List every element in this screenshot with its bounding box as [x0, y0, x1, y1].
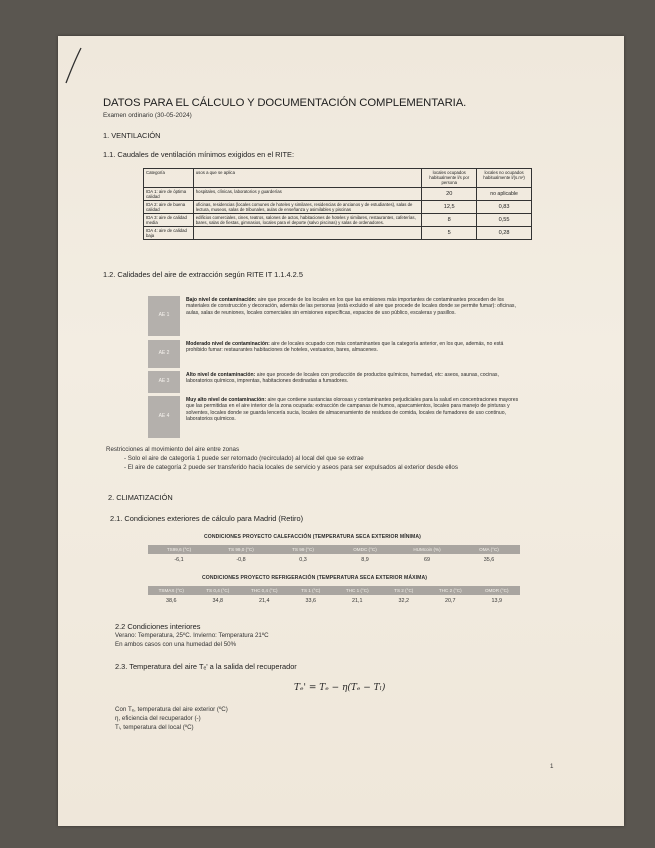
ae2-description: [186, 341, 522, 354]
restrictions-heading: Restricciones al movimiento del aire entre zonas: [106, 446, 240, 453]
ae4-title: Muy alto nivel de contaminación:: [186, 397, 267, 403]
section-interior-conditions: 2.2 Condiciones interiores: [115, 622, 201, 631]
heating-value-cell: 8,9: [361, 557, 369, 563]
cooling-value-cell: 34,8: [212, 598, 223, 604]
cooling-value-cell: 20,7: [445, 598, 456, 604]
heating-value-cell: 69: [424, 557, 430, 563]
heating-header-cell: TS 99 (°C): [292, 547, 314, 552]
heating-header-cell: HUMcoin (%): [413, 547, 441, 552]
section-exterior-conditions: 2.1. Condiciones exteriores de cálculo para Madrid (Retiro): [110, 514, 304, 523]
table-header-row: [144, 169, 532, 188]
cooling-header-cell: TS 0,4 (°C): [206, 588, 230, 593]
restriction-item: - Solo el aire de categoría 1 puede ser retornado (recirculado) al local del que se extrae: [124, 455, 364, 462]
cooling-value-cell: 38,6: [166, 598, 177, 604]
ae2-label: AE 2: [158, 350, 170, 356]
table-cell: IDA 2: aire de buena calidad: [144, 201, 194, 214]
ae3-description: [186, 372, 522, 385]
table-cell: 0,83: [477, 201, 532, 214]
table-cell: 0,55: [477, 214, 532, 227]
table-row: [144, 201, 532, 214]
table-cell: 12,5: [422, 201, 477, 214]
section-recuperator-temp: 2.3. Temperatura del aire Tₑ' a la salida del recuperador: [115, 662, 297, 671]
heating-value-cell: 35,6: [483, 557, 495, 563]
section-climatizacion: 2. CLIMATIZACIÓN: [108, 493, 173, 502]
interior-line: Verano: Temperatura, 25ºC. Invierno: Temperatura 21ºC: [115, 632, 269, 639]
ae2-text: aire de locales ocupado con más contaminantes que la categoría anterior, en los que, además, no está prohibido fumar: restaurantes habitaciones de hoteles, vestuarios, bares, almacenes.: [186, 341, 504, 354]
table-cell: IDA 1: aire de óptima calidad: [144, 188, 194, 201]
ae4-label: AE 4: [158, 413, 170, 419]
cooling-header-cell: THC 2 (°C): [438, 588, 462, 593]
interior-line: En ambos casos con una humedad del 50%: [115, 641, 237, 648]
document-title: DATOS PARA EL CÁLCULO Y DOCUMENTACIÓN COMPLEMENTARIA.: [103, 97, 467, 109]
table-cell: edificios comerciales, cines, teatros, salones de actos, habitaciones de hoteles y similares, restaurantes, cafeterías, bares, salas de fiestas, gimnasios, locales para el deporte (salvo piscinas) y salas de ordenadores.: [193, 214, 422, 227]
formula-legend-item: Tₗ, temperatura del local (ºC): [115, 724, 194, 731]
pen-stroke-mark: [64, 46, 84, 86]
cooling-header-cell: TSMAX (°C): [158, 588, 184, 593]
cooling-value-cell: 21,1: [352, 598, 363, 604]
table-cell: 8: [422, 214, 477, 227]
cooling-header-cell: THC 0,4 (°C): [250, 588, 278, 593]
recuperator-formula: Tₑ' = Tₑ − η(Tₑ − Tₗ): [294, 683, 386, 693]
cooling-table-title: CONDICIONES PROYECTO REFRIGERACIÓN (TEMPERATURA SECA EXTERIOR MÁXIMA): [202, 575, 428, 581]
cooling-value-cell: 13,9: [491, 598, 502, 604]
table-cell: 5: [422, 227, 477, 240]
heating-header-cell: OMDC (°C): [353, 547, 377, 552]
section-extract-air-quality: 1.2. Calidades del aire de extracción según RITE IT 1.1.4.2.5: [103, 270, 303, 279]
document-subtitle: Examen ordinario (30-05-2024): [103, 112, 192, 119]
table-cell: oficinas, residencias (locales comunes de hoteles y similares, residencias de ancianos y de estudiantes), salas de lectura, museos, salas de tribunales, aulas de enseñanza y asimilables y piscinas: [193, 201, 422, 214]
table-header: locales no ocupados habitualmente l/(s.m²): [477, 169, 532, 188]
heating-value-cell: 0,3: [299, 557, 307, 563]
heating-value-cell: -0,8: [236, 557, 246, 563]
cooling-header-cell: TS 2 (°C): [394, 588, 414, 593]
table-cell: hospitales, clínicas, laboratorios y guarderías: [193, 188, 422, 201]
ventilation-table: [143, 168, 532, 240]
table-cell: 0,28: [477, 227, 532, 240]
heating-header-cell: OMA (°C): [479, 547, 499, 552]
table-cell: no aplicable: [477, 188, 532, 201]
table-cell: IDA 4: aire de calidad baja: [144, 227, 194, 240]
table-cell: 20: [422, 188, 477, 201]
ae1-description: [186, 297, 522, 316]
ae1-text: aire que procede de los locales en los que las emisiones más importantes de contaminantes proceden de los materiales de construcción y decoración, además de las personas (está excluido el aire que procede de locales donde se permite fumar): oficinas, aulas, salas de reuniones, locales comerciales sin emisiones específicas, espacios de uso público, escaleras y pasillos.: [186, 297, 516, 316]
page-number: 1: [550, 763, 554, 770]
cooling-header-cell: THC 1 (°C): [345, 588, 369, 593]
ae3-label: AE 3: [158, 378, 170, 384]
table-row: [144, 227, 532, 240]
section-ventilation: 1. VENTILACIÓN: [103, 131, 161, 140]
table-header: locales ocupados habitualmente l/s por persona: [422, 169, 477, 188]
table-cell: [193, 227, 422, 240]
formula-legend-item: Con Tₑ, temperatura del aire exterior (ºC): [115, 706, 228, 713]
ae1-label: AE 1: [158, 312, 170, 318]
cooling-value-cell: 21,4: [259, 598, 270, 604]
cooling-header-cell: OMDR (°C): [484, 588, 509, 593]
heating-table-title: CONDICIONES PROYECTO CALEFACCIÓN (TEMPERATURA SECA EXTERIOR MÍNIMA): [204, 534, 421, 540]
formula-legend-item: η, eficiencia del recuperador (-): [115, 715, 201, 722]
section-ventilation-flows: 1.1. Caudales de ventilación mínimos exigidos en el RITE:: [103, 150, 295, 159]
ae1-title: Bajo nivel de contaminación:: [186, 297, 257, 303]
table-header: usos a que se aplica: [193, 169, 422, 188]
cooling-value-cell: 32,2: [398, 598, 409, 604]
ae4-text: aire que contiene sustancias olorosas y contaminantes perjudiciales para la salud en concentraciones mayores que las permitidas en el aire interior de la zona ocupada: extracción de campanas de humos, aparcamientos, locales para manejo de pinturas y solventes, locales donde se guarda lencería sucia, locales de almacenamiento de residuos de comida, locales de fumadores de uso continuo, laboratorios químicos.: [186, 397, 519, 423]
heating-header-cell: TS99,6 (°C): [166, 547, 192, 552]
restriction-item: - El aire de categoría 2 puede ser transferido hacia locales de servicio y aseos para ser expulsados al exterior desde ellos: [124, 464, 458, 471]
heating-value-cell: -6,1: [174, 557, 184, 563]
ae3-title: Alto nivel de contaminación:: [186, 372, 256, 378]
ae3-text: aire que procede de locales con producción de productos químicos, humedad, etc: aseos, saunas, cocinas, laboratorios químicos, imprentas, habitaciones destinadas a fumadores.: [186, 372, 499, 385]
table-header: Categoría: [144, 169, 194, 188]
cooling-header-cell: TS 1 (°C): [301, 588, 321, 593]
ae4-description: [186, 397, 522, 423]
heating-header-cell: TS 99,0 (°C): [228, 547, 254, 552]
table-cell: IDA 3: aire de calidad media: [144, 214, 194, 227]
table-row: [144, 214, 532, 227]
cooling-value-cell: 33,6: [305, 598, 316, 604]
table-row: [144, 188, 532, 201]
ae2-title: Moderado nivel de contaminación:: [186, 341, 270, 347]
